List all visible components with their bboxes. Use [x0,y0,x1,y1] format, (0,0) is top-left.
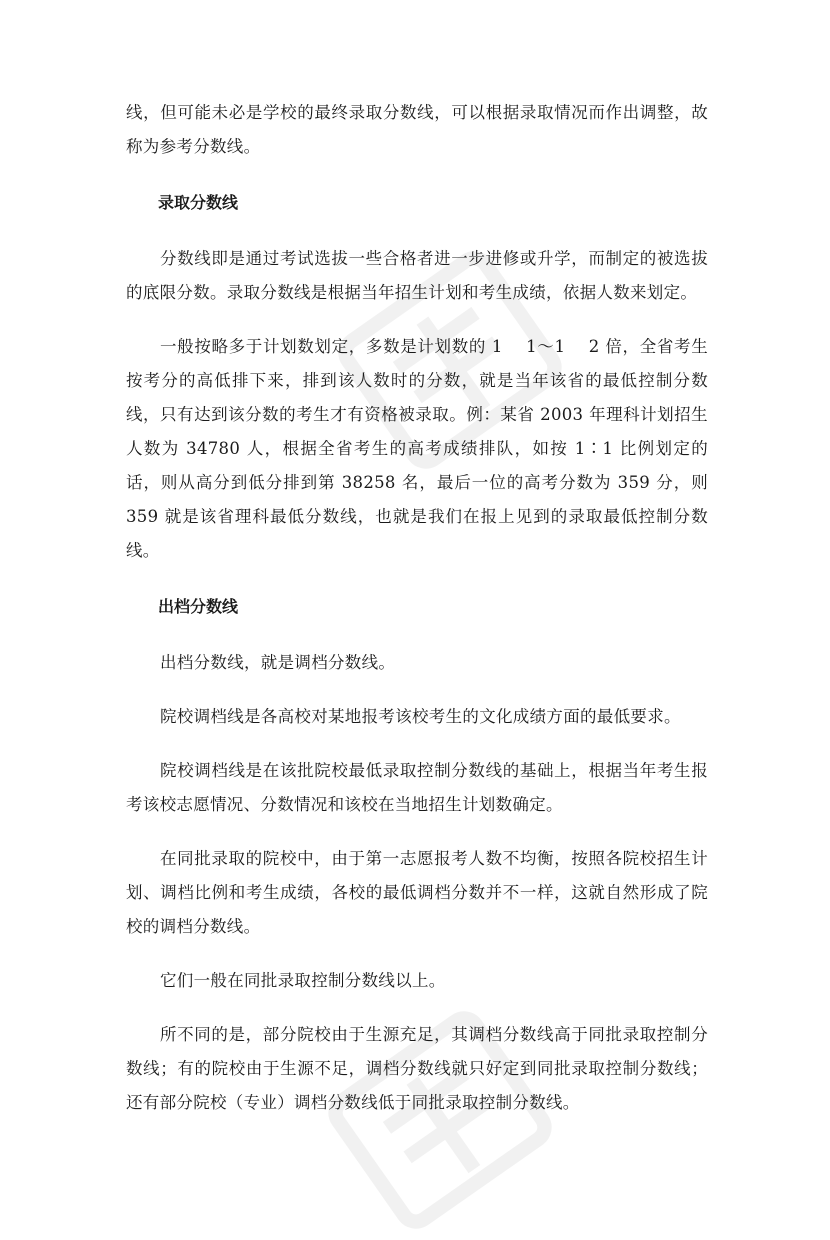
paragraph-intro: 线，但可能未必是学校的最终录取分数线，可以根据录取情况而作出调整，故称为参考分数线。 [126,103,708,156]
section-heading-file-release-score-line: 出档分数线 [158,597,239,616]
paragraph-file-release-5: 它们一般在同批录取控制分数线以上。 [160,971,446,990]
paragraph-admission-1: 分数线即是通过考试选拔一些合格者进一步进修或升学，而制定的被选拔的底限分数。录取分数线是根据当年招生计划和考生成绩，依据人数来划定。 [126,249,708,302]
paragraph-admission-2: 一般按略多于计划数划定，多数是计划数的 1 1～1 2 倍，全省考生按考分的高低排下来，排到该人数时的分数，就是当年该省的最低控制分数线，只有达到该分数的考生才有资格被录取。例：某省 2003 年理科计划招生人数为 34780 人，根据全省考生的高考成绩排队，如按 1∶1 比例划定的话，则从高分到低分排到第 38258 名，最后一位的高考分数为 359 分，则 359 就是该省理科最低分数线，也就是我们在报上见到的录取最低控制分数线。 [126,337,708,560]
section-heading-admission-score-line: 录取分数线 [158,193,239,212]
paragraph-file-release-2: 院校调档线是各高校对某地报考该校考生的文化成绩方面的最低要求。 [160,707,681,726]
paragraph-file-release-1: 出档分数线，就是调档分数线。 [160,653,396,672]
paragraph-file-release-4: 在同批录取的院校中，由于第一志愿报考人数不均衡，按照各院校招生计划、调档比例和考生成绩，各校的最低调档分数并不一样，这就自然形成了院校的调档分数线。 [126,849,708,936]
paragraph-file-release-6: 所不同的是，部分院校由于生源充足，其调档分数线高于同批录取控制分数线；有的院校由于生源不足，调档分数线就只好定到同批录取控制分数线；还有部分院校（专业）调档分数线低于同批录取控制分数线。 [126,1025,708,1112]
document-body [126,96,708,1120]
paragraph-file-release-3: 院校调档线是在该批院校最低录取控制分数线的基础上，根据当年考生报考该校志愿情况、分数情况和该校在当地招生计划数确定。 [126,761,708,814]
